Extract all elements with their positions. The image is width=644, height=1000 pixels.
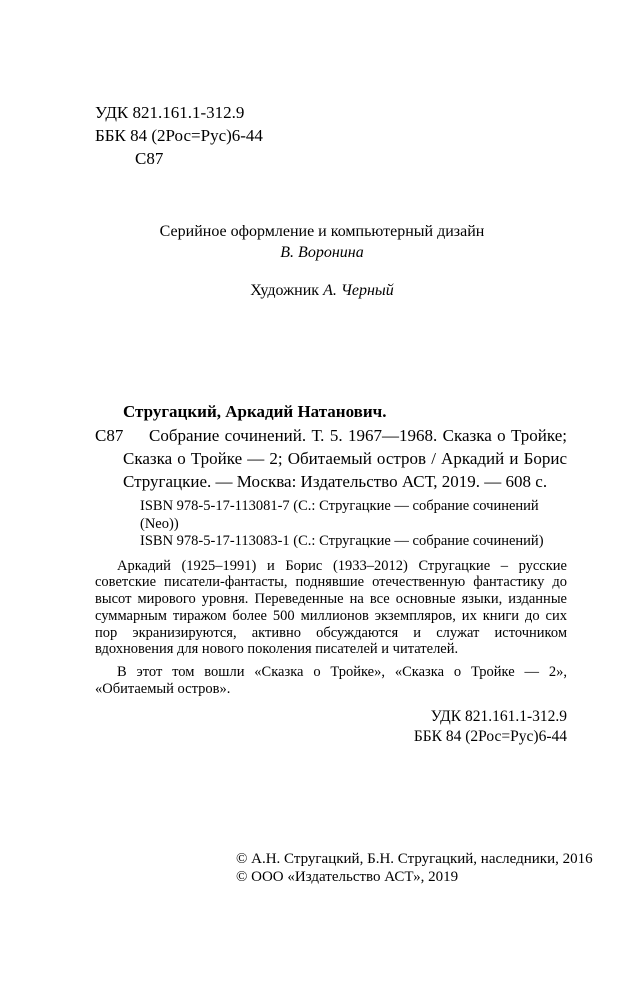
copyright-line-1: © А.Н. Стругацкий, Б.Н. Стругацкий, наследники, 2016	[236, 851, 593, 867]
author-heading: Стругацкий, Аркадий Натанович.	[123, 402, 387, 421]
copyright-line-2: © ООО «Издательство АСТ», 2019	[236, 868, 459, 885]
udk-code-bottom: УДК 821.161.1-312.9	[430, 707, 567, 725]
artist-name: А. Черный	[323, 282, 394, 299]
catalog-card-block	[95, 400, 567, 747]
artist-line	[0, 280, 644, 301]
isbn-line-2: ISBN 978-5-17-113083-1 (С.: Стругацкие — собрание сочинений)	[140, 533, 544, 549]
isbn-block	[140, 498, 567, 551]
series-design-line: Серийное оформление и компьютерный дизайн	[159, 223, 485, 240]
author-sign-entry: С87	[95, 426, 124, 445]
udk-code-top: УДК 821.161.1-312.9	[95, 103, 245, 122]
bbk-code-top: ББК 84 (2Рос=Рус)6-44	[95, 126, 263, 145]
bibliographic-entry	[95, 424, 567, 493]
author-sign-top: С87	[135, 149, 164, 168]
top-classification-block	[95, 101, 263, 170]
credits-block	[0, 221, 644, 301]
bottom-classification-block	[95, 707, 567, 747]
copyright-block	[236, 851, 593, 886]
annotation-paragraph-1: Аркадий (1925–1991) и Борис (1933–2012) Стругацкие – русские советские писатели-фантасты, поднявшие отечественную фантастику до высот мирового уровня. Переведенные на все основные языки, изданные суммарным тиражом более 500 миллионов экземпляров, их книги до сих пор экранизируются, активно обсуждаются и служат источником вдохновения для нового поколения писателей и читателей.	[95, 557, 567, 658]
bibliographic-description: Собрание сочинений. Т. 5. 1967—1968. Сказка о Тройке; Сказка о Тройке — 2; Обитаемый остров / Аркадий и Борис Стругацкие. — Москва: Издательство АСТ, 2019. — 608 с.	[123, 426, 567, 491]
artist-label: Художник	[250, 282, 320, 299]
designer-name: В. Воронина	[280, 244, 364, 261]
annotation-paragraph-2: В этот том вошли «Сказка о Тройке», «Сказка о Тройке — 2», «Обитаемый остров».	[95, 664, 567, 698]
bbk-code-bottom: ББК 84 (2Рос=Рус)6-44	[413, 727, 567, 745]
isbn-line-1: ISBN 978-5-17-113081-7 (С.: Стругацкие — собрание сочинений (Neo))	[140, 498, 539, 532]
